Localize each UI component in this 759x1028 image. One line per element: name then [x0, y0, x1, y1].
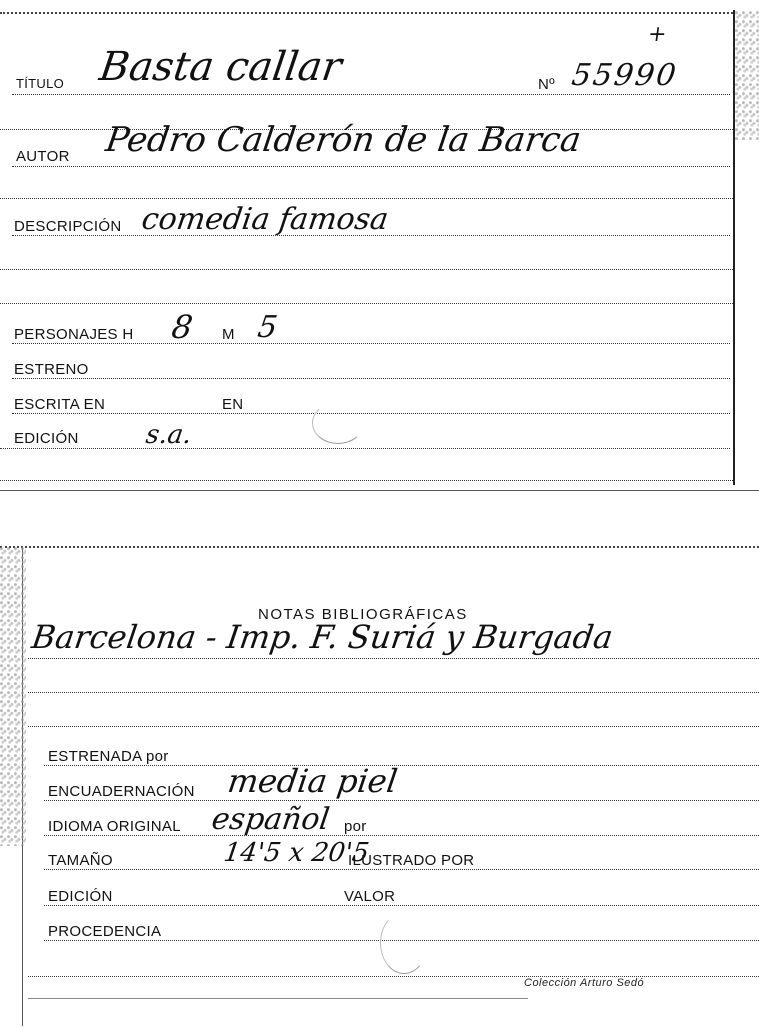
autor-label: AUTOR — [16, 148, 70, 165]
tamano-label: TAMAÑO — [48, 852, 113, 869]
titulo-line — [12, 94, 730, 95]
card-bottom-base-line — [28, 998, 528, 999]
blank-line-6 — [28, 976, 759, 977]
personajes-m-value: 5 — [255, 310, 280, 345]
en-label: EN — [222, 396, 244, 413]
encuadernacion-value: media piel — [225, 762, 400, 800]
blank-line-4 — [0, 303, 733, 304]
encuadernacion-label: ENCUADERNACIÓN — [48, 783, 195, 800]
idioma-label: IDIOMA ORIGINAL — [48, 818, 181, 835]
card-bottom-top-edge — [0, 546, 759, 548]
estreno-label: ESTRENO — [14, 361, 89, 378]
escrita-en-line — [12, 413, 730, 414]
descripcion-line — [12, 235, 730, 236]
notas-line-2 — [28, 692, 759, 693]
descripcion-value: comedia famosa — [139, 202, 391, 237]
edicion-value-top: s.a. — [143, 420, 194, 450]
numero-label: Nº — [538, 76, 555, 93]
estrenada-line — [44, 765, 759, 766]
tamano-value: 14'5 x 20'5 — [221, 838, 371, 868]
encuadernacion-line — [44, 800, 759, 801]
edicion-label-bottom: EDICIÓN — [48, 888, 113, 905]
estrenada-label: ESTRENADA por — [48, 748, 169, 765]
blank-line-3 — [0, 269, 733, 270]
faint-stamp-top — [312, 402, 364, 444]
procedencia-label: PROCEDENCIA — [48, 923, 162, 940]
idioma-value: español — [209, 802, 332, 837]
blank-line-5 — [0, 480, 733, 481]
catalog-card-top — [0, 0, 759, 495]
notas-value: Barcelona - Imp. F. Suriá y Burgada — [29, 618, 616, 656]
faint-stamp-bottom — [380, 912, 428, 974]
edicion-label-top: EDICIÓN — [14, 430, 79, 447]
personajes-h-value: 8 — [169, 308, 196, 346]
por-label: por — [344, 818, 367, 835]
notas-title: NOTAS BIBLIOGRÁFICAS — [258, 606, 468, 623]
autor-value: Pedro Calderón de la Barca — [103, 120, 584, 160]
personajes-m-label: M — [222, 326, 235, 343]
ilustrado-label: ILUSTRADO POR — [348, 852, 475, 869]
corner-mark: + — [646, 22, 669, 47]
autor-line — [12, 166, 730, 167]
idioma-line — [44, 835, 759, 836]
catalog-card-bottom — [0, 540, 759, 1028]
edicion-line-top — [0, 448, 730, 449]
titulo-label: TÍTULO — [16, 76, 65, 91]
numero-value: 55990 — [569, 58, 680, 93]
footer-collection: Colección Arturo Sedó — [524, 977, 645, 989]
card-top-edge-speckle — [735, 10, 759, 140]
card-bottom-edge-speckle — [0, 546, 26, 846]
personajes-label: PERSONAJES H — [14, 326, 134, 343]
escrita-en-label: ESCRITA EN — [14, 396, 106, 413]
edicion-line-bottom — [44, 905, 759, 906]
notas-line-1 — [28, 658, 759, 659]
descripcion-label: DESCRIPCIÓN — [14, 218, 122, 235]
blank-line-2 — [0, 198, 733, 199]
card-top-top-edge — [0, 12, 733, 14]
notas-line-3 — [28, 726, 759, 727]
tamano-line — [44, 869, 759, 870]
valor-label: VALOR — [344, 888, 396, 905]
estreno-line — [12, 378, 730, 379]
card-top-bottom-edge — [0, 490, 759, 491]
titulo-value: Basta callar — [96, 44, 345, 90]
personajes-line — [12, 343, 730, 344]
